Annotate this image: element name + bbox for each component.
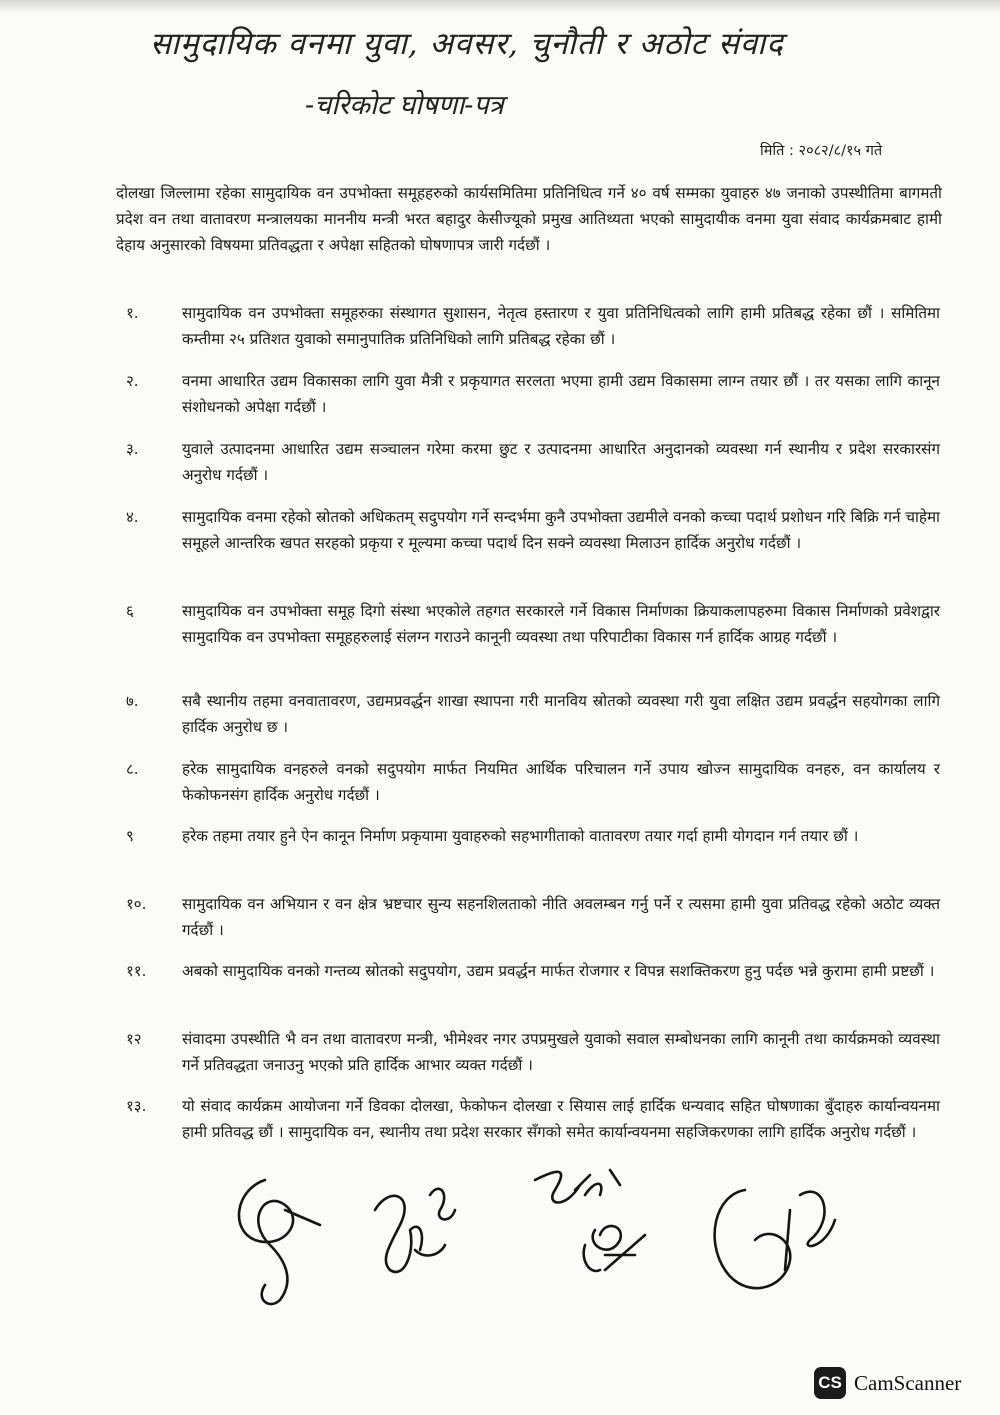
document-subtitle: -चरिकोट घोषणा-पत्र	[305, 90, 504, 121]
item-text: संवादमा उपस्थीति भै वन तथा वातावरण मन्त्री, भीमेश्वर नगर उपप्रमुखले युवाको सवाल सम्बोधनका लागि कानूनी तथा कार्यक्रमको व्यवस्था गर्ने प्रतिवद्धता जनाउनु भएको प्रति हार्दिक आभार व्यक्त गर्दछौं ।	[182, 1030, 940, 1074]
document-title: सामुदायिक वनमा युवा, अवसर, चुनौती र अठोट संवाद	[150, 26, 784, 62]
item-text: वनमा आधारित उद्यम विकासका लागि युवा मैत्री र प्रकृयागत सरलता भएमा हामी उद्यम विकासमा लाग्न तयार छौं । तर यसका लागि कानून संशोधनको अपेक्षा गर्दछौं ।	[182, 372, 940, 416]
intro-paragraph: दोलखा जिल्लामा रहेका सामुदायिक वन उपभोक्ता समूहहरुको कार्यसमितिमा प्रतिनिधित्व गर्ने ४० वर्ष सम्मका युवाहरु ४७ जनाको उपस्थीतिमा बागमती प्रदेश वन तथा वातावरण मन्त्रालयका माननीय मन्त्री भरत बहादुर केसीज्यूको प्रमुख आतिथ्यता भएको सामुदायीक वनमा युवा संवाद कार्यक्रमबाट हामी देहाय अनुसारको विषयमा प्रतिवद्धता र अपेक्षा सहितको घोषणापत्र जारी गर्दछौं ।	[116, 184, 942, 254]
item-number: ११.	[126, 962, 147, 980]
item-text: सामुदायिक वन उपभोक्ता समूहरुका संस्थागत सुशासन, नेतृत्व हस्तारण र युवा प्रतिनिधित्वको लागि हामी प्रतिबद्ध रहेका छौं । समितिमा कम्तीमा २५ प्रतिशत युवाको समानुपातिक प्रतिनिधिको लागि प्रतिबद्ध रहेका छौं ।	[182, 304, 940, 348]
camscanner-watermark	[814, 1367, 961, 1399]
scan-shadow	[0, 0, 1000, 14]
item-number: ४.	[126, 508, 139, 526]
signature-1	[239, 1180, 320, 1304]
item-text: यो संवाद कार्यक्रम आयोजना गर्ने डिवका दोलखा, फेकोफन दोलखा र सियास लाई हार्दिक धन्यवाद सहित घोषणाका बुँदाहरु कार्यान्वयनमा हामी प्रतिवद्ध छौं । सामुदायिक वन, स्थानीय तथा प्रदेश सरकार सँगको समेत कार्यान्वयनमा सहजिकरणका लागि हार्दिक अनुरोध गर्दछौं ।	[182, 1097, 940, 1141]
item-number: १२	[126, 1030, 142, 1048]
item-number: ८.	[126, 760, 139, 778]
document-date: मिति : २०८२/८/१५ गते	[760, 143, 883, 159]
item-text: सामुदायिक वनमा रहेको स्रोतको अधिकतम् सदुपयोग गर्ने सन्दर्भमा कुनै उपभोक्ता उद्यमीले वनको कच्चा पदार्थ प्रशोधन गरि बिक्रि गर्न चाहेमा समूहले आन्तरिक खपत सरहको प्रकृया र मूल्यमा कच्चा पदार्थ दिन सक्ने व्यवस्था मिलाउन हार्दिक अनुरोध गर्दछौं ।	[182, 508, 940, 552]
item-number: १३.	[126, 1097, 147, 1115]
item-text: सामुदायिक वन उपभोक्ता समूह दिगो संस्था भएकोले तहगत सरकारले गर्ने विकास निर्माणका क्रियाकलापहरुमा विकास निर्माणको प्रवेशद्वार सामुदायिक वन उपभोक्ता समूहहरुलाई संलग्न गराउने कानूनी व्यवस्था तथा परिपाटीका विकास गर्न हार्दिक आग्रह गर्दछौं ।	[182, 602, 940, 646]
item-number: ६	[126, 602, 134, 620]
item-text: सामुदायिक वन अभियान र वन क्षेत्र भ्रष्टचार सुन्य सहनशिलताको नीति अवलम्बन गर्नु पर्ने र त्यसमा हामी युवा प्रतिवद्ध रहेको अठोट व्यक्त गर्दछौं ।	[182, 895, 940, 939]
signature-4	[715, 1190, 835, 1288]
camscanner-logo-icon: CS	[814, 1367, 846, 1399]
signature-3	[535, 1170, 645, 1271]
item-number: १.	[126, 304, 139, 322]
camscanner-name: CamScanner	[854, 1370, 962, 1395]
item-number: ९	[126, 827, 134, 845]
item-number: १०.	[126, 895, 147, 913]
item-number: ७.	[126, 692, 139, 710]
item-text: हरेक तहमा तयार हुने ऐन कानून निर्माण प्रकृयामा युवाहरुको सहभागीताको वातावरण तयार गर्दा हामी योगदान गर्न तयार छौं ।	[182, 827, 859, 845]
item-text: अबको सामुदायिक वनको गन्तव्य स्रोतको सदुपयोग, उद्यम प्रवर्द्धन मार्फत रोजगार र विपन्न सशक्तिकरण हुनु पर्दछ भन्ने कुरामा हामी प्रष्टछौं ।	[182, 962, 935, 980]
item-number: ३.	[126, 440, 139, 458]
signatures	[225, 1150, 905, 1320]
item-text: हरेक सामुदायिक वनहरुले वनको सदुपयोग मार्फत नियमित आर्थिक परिचालन गर्ने उपाय खोज्न सामुदायिक वनहरु, वन कार्यालय र फेकोफनसंग हार्दिक अनुरोध गर्दछौं ।	[182, 760, 940, 804]
item-text: युवाले उत्पादनमा आधारित उद्यम सञ्चालन गरेमा करमा छुट र उत्पादनमा आधारित अनुदानको व्यवस्था गर्न स्थानीय र प्रदेश सरकारसंग अनुरोध गर्दछौं ।	[182, 440, 940, 484]
item-number: २.	[126, 372, 139, 390]
signature-2	[375, 1189, 455, 1272]
item-text: सबै स्थानीय तहमा वनवातावरण, उद्यमप्रवर्द्धन शाखा स्थापना गरी मानविय स्रोतको व्यवस्था गरी युवा लक्षित उद्यम प्रवर्द्धन सहयोगका लागि हार्दिक अनुरोध छ ।	[182, 692, 940, 736]
